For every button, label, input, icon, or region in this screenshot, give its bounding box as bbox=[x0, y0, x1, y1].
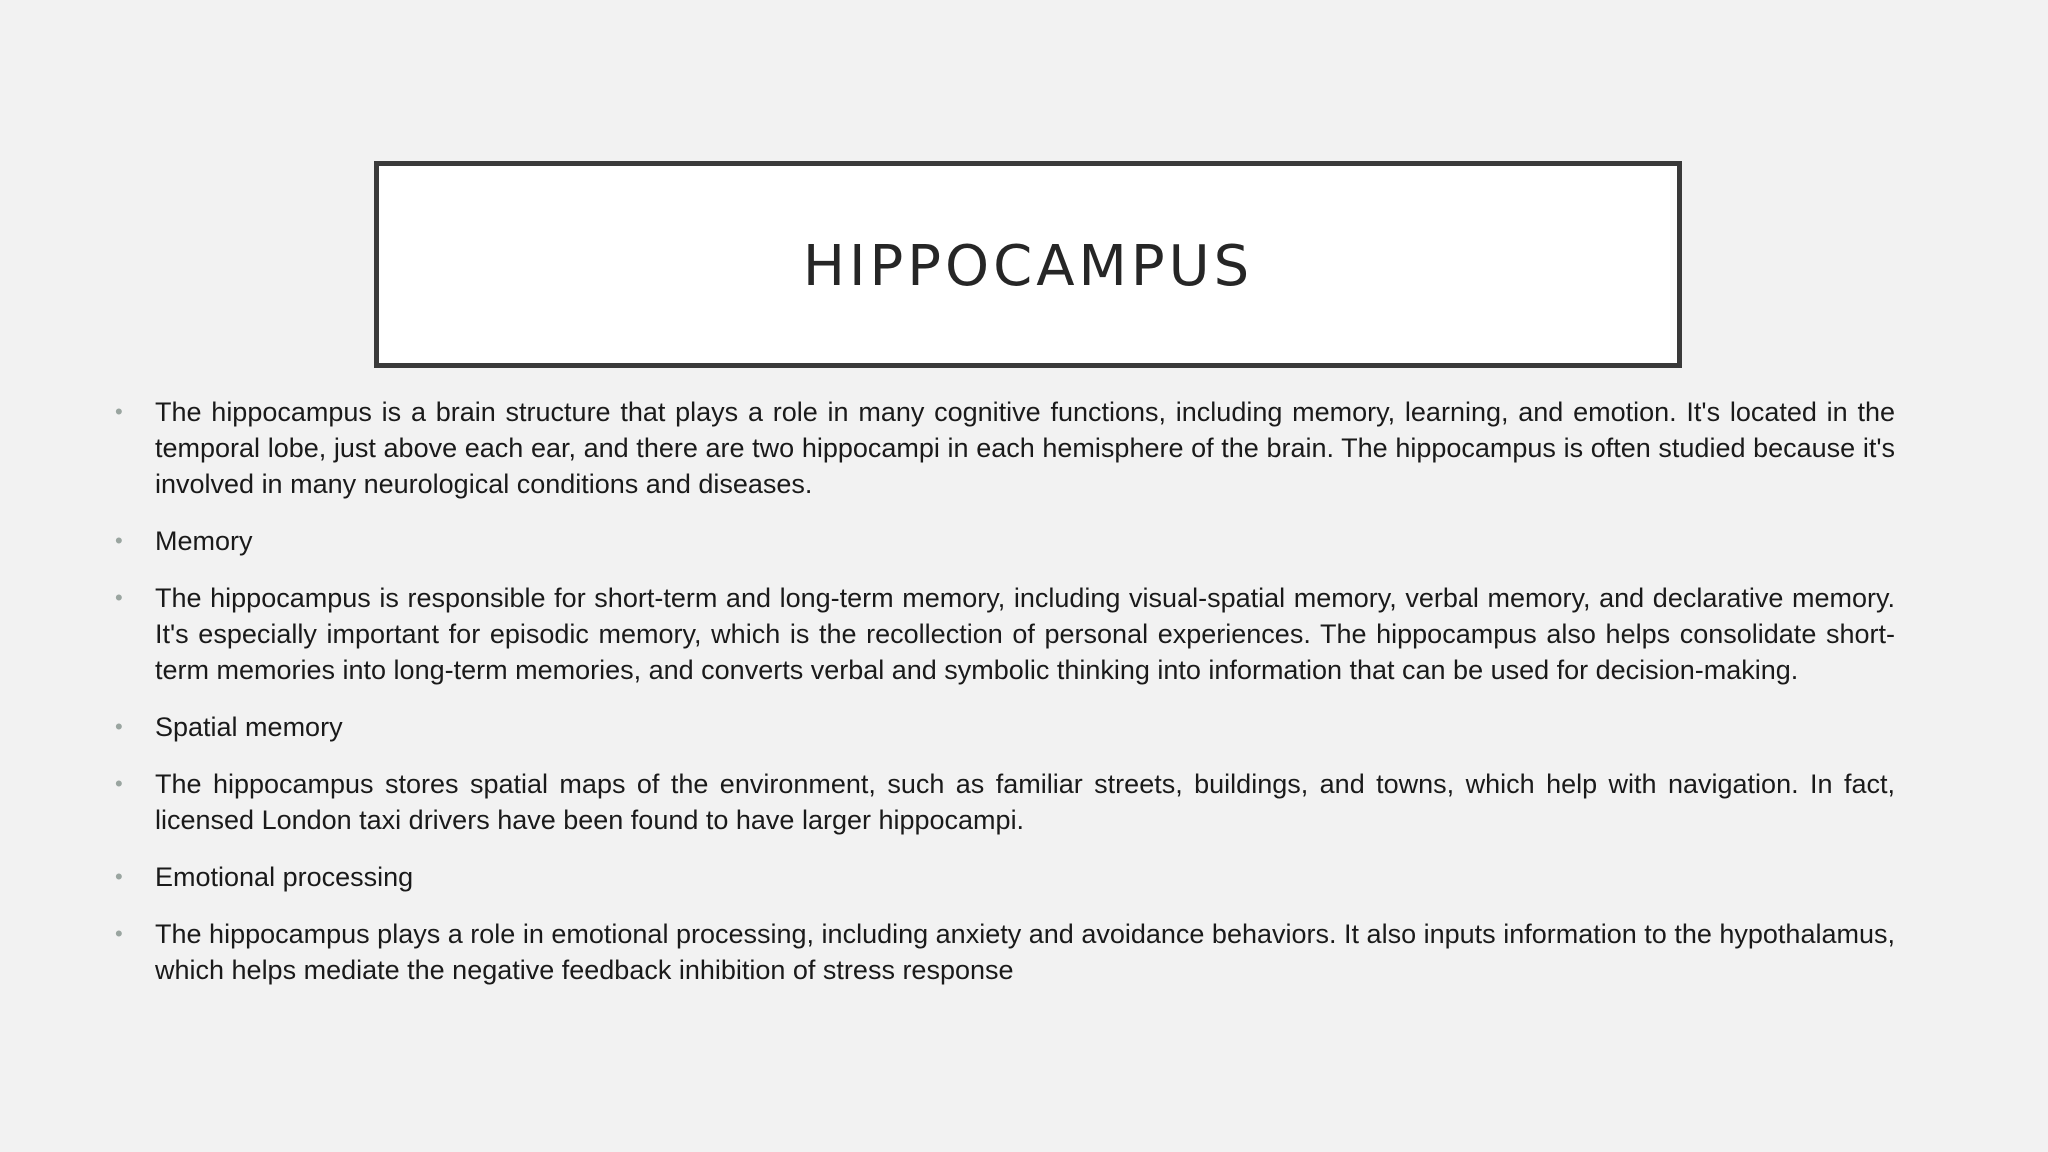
bullet-dot-icon: • bbox=[115, 399, 123, 424]
bullet-dot-icon: • bbox=[115, 585, 123, 610]
bullet-text: Memory bbox=[155, 526, 253, 556]
bullet-list bbox=[115, 394, 1895, 1009]
bullet-dot-icon: • bbox=[115, 864, 123, 889]
bullet-text: The hippocampus is a brain structure that plays a role in many cognitive functions, including memory, learning, and emotion. It's located in the temporal lobe, just above each ear, and there are two hippocampi in each hemisphere of the brain. The hippocampus is often studied because it's involved in many neurological conditions and diseases. bbox=[155, 397, 1895, 499]
bullet-item-emotional-heading bbox=[115, 859, 1895, 895]
bullet-item-intro bbox=[115, 394, 1895, 502]
bullet-dot-icon: • bbox=[115, 771, 123, 796]
bullet-item-memory-heading bbox=[115, 523, 1895, 559]
bullet-dot-icon: • bbox=[115, 528, 123, 553]
bullet-dot-icon: • bbox=[115, 714, 123, 739]
bullet-text: Emotional processing bbox=[155, 862, 414, 892]
bullet-text: Spatial memory bbox=[155, 712, 343, 742]
bullet-text: The hippocampus plays a role in emotional processing, including anxiety and avoidance behaviors. It also inputs information to the hypothalamus, which helps mediate the negative feedback inhibition of stress response bbox=[155, 919, 1895, 985]
title-box bbox=[374, 161, 1682, 368]
bullet-dot-icon: • bbox=[115, 921, 123, 946]
bullet-item-memory-detail bbox=[115, 580, 1895, 688]
bullet-text: The hippocampus is responsible for short-term and long-term memory, including visual-spatial memory, verbal memory, and declarative memory. It's especially important for episodic memory, which is the recollection of personal experiences. The hippocampus also helps consolidate short-term memories into long-term memories, and converts verbal and symbolic thinking into information that can be used for decision-making. bbox=[155, 583, 1895, 685]
bullet-item-emotional-detail bbox=[115, 916, 1895, 988]
bullet-text: The hippocampus stores spatial maps of the environment, such as familiar streets, buildings, and towns, which help with navigation. In fact, licensed London taxi drivers have been found to have larger hippocampi. bbox=[155, 769, 1895, 835]
slide-title: HIPPOCAMPUS bbox=[802, 234, 1254, 299]
bullet-item-spatial-heading bbox=[115, 709, 1895, 745]
bullet-item-spatial-detail bbox=[115, 766, 1895, 838]
